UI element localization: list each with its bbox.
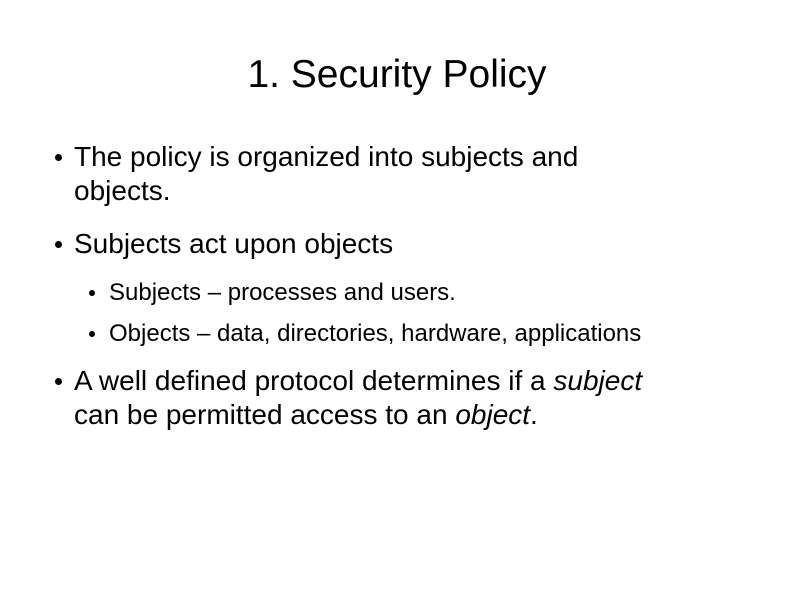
bullet-text-segment: A well defined protocol determines if a	[74, 365, 554, 396]
bullet-dot-icon	[55, 241, 62, 248]
bullet-text-segment: can be permitted access to an	[74, 399, 456, 430]
bullet-item	[74, 364, 754, 432]
bullet-dot-icon	[89, 331, 95, 337]
bullet-text-segment: .	[530, 399, 538, 430]
bullet-emphasis-subject: subject	[553, 365, 643, 396]
bullet-emphasis-object: object	[455, 399, 531, 430]
bullet-item	[74, 140, 754, 208]
sub-bullet-item	[109, 319, 769, 349]
bullet-dot-icon	[89, 290, 95, 296]
bullet-text-line	[74, 398, 754, 432]
bullet-item	[74, 227, 754, 261]
bullet-text-line: Subjects act upon objects	[74, 228, 394, 259]
slide-title: 1. Security Policy	[247, 53, 547, 96]
bullet-text-line: The policy is organized into subjects and	[74, 141, 579, 172]
bullet-text-line: objects.	[74, 175, 171, 206]
sub-bullet-text: Objects – data, directories, hardware, applications	[109, 320, 642, 347]
sub-bullet-item	[109, 278, 769, 308]
bullet-dot-icon	[55, 378, 62, 385]
bullet-text-line	[74, 364, 754, 398]
sub-bullet-text: Subjects – processes and users.	[109, 279, 456, 306]
bullet-dot-icon	[55, 154, 62, 161]
